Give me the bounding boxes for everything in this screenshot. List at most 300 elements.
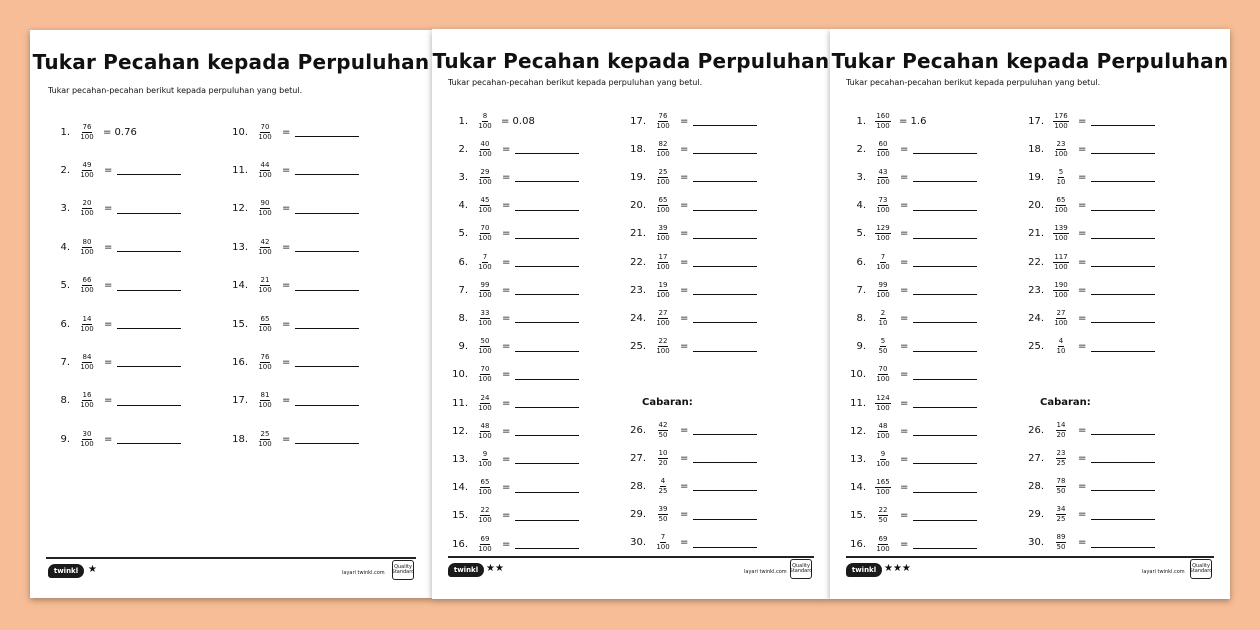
fraction-numerator: 70 [878,365,888,374]
equals-sign: = [900,482,909,494]
question-item [624,503,757,527]
fraction [474,309,496,328]
fraction [254,161,276,180]
footer-divider [846,556,1214,558]
answer-blank[interactable] [913,257,977,267]
fraction-numerator: 65 [658,196,668,205]
answer-blank[interactable] [515,370,579,380]
quality-badge-icon: Quality Standard [392,560,414,580]
answer-blank[interactable] [295,357,359,367]
fraction-denominator: 100 [876,459,890,468]
answer-blank[interactable] [693,425,757,435]
question-number: 11. [452,397,468,409]
question-number: 23. [630,284,646,296]
answer-blank[interactable] [515,511,579,521]
answer-blank[interactable] [117,281,181,291]
question-item [844,278,977,302]
answer-blank[interactable] [693,257,757,267]
answer-blank[interactable] [693,453,757,463]
fraction [652,168,674,187]
fraction [652,337,674,356]
answer-blank[interactable] [693,144,757,154]
answer-blank[interactable] [295,127,359,137]
fraction-denominator: 100 [656,543,670,552]
fraction-numerator: 139 [1054,224,1068,233]
answer-blank[interactable] [913,144,977,154]
fraction-numerator: 25 [260,429,270,438]
answer-blank[interactable] [693,538,757,548]
fraction [652,449,674,468]
fraction-denominator: 100 [258,324,272,333]
fraction-denominator: 10 [1056,177,1066,186]
answer-blank[interactable] [1091,285,1155,295]
fraction-denominator: 100 [478,149,492,158]
answer-blank[interactable] [515,426,579,436]
website-text: layari twinkl.com [1142,569,1185,575]
footer-divider [46,557,416,559]
fraction-numerator: 16 [82,391,92,400]
question-number: 21. [630,228,646,240]
fraction-numerator: 90 [260,199,270,208]
answer-blank[interactable] [515,285,579,295]
equals-sign: = [900,453,909,465]
fraction-denominator: 100 [1054,121,1068,130]
question-item [226,389,359,413]
question-number: 5. [60,280,70,292]
answer-blank[interactable] [693,172,757,182]
answer-blank[interactable] [913,201,977,211]
equals-sign: = [104,280,113,292]
fraction-numerator: 4 [660,476,666,485]
equals-sign: = [502,510,511,522]
question-item [844,109,926,133]
fraction-numerator: 73 [878,196,888,205]
equals-sign: = [502,482,511,494]
fraction-denominator: 100 [80,324,94,333]
fraction-numerator: 50 [480,337,490,346]
answer-blank[interactable] [1091,313,1155,323]
answer-blank[interactable] [913,342,977,352]
fraction [1050,337,1072,356]
fraction [652,505,674,524]
question-item [226,235,359,259]
fraction-numerator: 78 [1056,476,1066,485]
question-item [48,197,181,221]
difficulty-stars: ★ [88,564,97,575]
question-number: 10. [452,369,468,381]
answer-blank[interactable] [117,204,181,214]
question-item [624,418,757,442]
question-item [446,250,579,274]
question-item [1022,194,1155,218]
question-item [844,250,977,274]
question-number: 19. [1028,171,1044,183]
question-number: 29. [630,509,646,521]
answer-blank[interactable] [913,483,977,493]
twinkl-logo: twinkl [448,563,484,577]
question-item [226,197,359,221]
answer-blank[interactable] [913,511,977,521]
question-number: 9. [856,341,866,353]
answer-blank[interactable] [913,426,977,436]
fraction [872,112,894,131]
fraction-denominator: 100 [876,149,890,158]
fraction-denominator: 100 [478,347,492,356]
fraction-numerator: 2 [880,308,886,317]
question-number: 16. [452,538,468,550]
fraction-denominator: 100 [656,206,670,215]
fraction [872,506,894,525]
answer-blank[interactable] [515,342,579,352]
answer-blank[interactable] [515,201,579,211]
question-item [1022,474,1155,498]
answer-blank[interactable] [913,454,977,464]
question-number: 20. [630,200,646,212]
question-number: 5. [856,228,866,240]
question-number: 15. [232,318,248,330]
question-item [1022,250,1155,274]
answer-blank[interactable] [295,396,359,406]
answer-blank[interactable] [1091,201,1155,211]
fraction-numerator: 19 [658,280,668,289]
equals-sign: = [282,395,291,407]
fraction-numerator: 5 [880,337,886,346]
worksheet-3 [830,29,1230,599]
fraction-denominator: 100 [478,318,492,327]
answer-blank[interactable] [295,319,359,329]
equals-sign: = [502,284,511,296]
fraction-denominator: 100 [478,431,492,440]
equals-sign: = [502,200,511,212]
answer-blank[interactable] [913,370,977,380]
equals-sign: = [282,318,291,330]
answer-blank[interactable] [693,285,757,295]
question-item [624,446,757,470]
question-item [48,120,137,144]
answer-blank[interactable] [693,116,757,126]
instruction-text: Tukar pecahan-pecahan berikut kepada perpuluhan yang betul. [448,78,703,87]
question-number: 4. [458,200,468,212]
fraction-numerator: 30 [82,429,92,438]
answer-blank[interactable] [1091,229,1155,239]
question-item [446,476,579,500]
equals-sign: = [282,356,291,368]
equals-sign: = [900,228,909,240]
answer-blank[interactable] [913,398,977,408]
fraction-numerator: 8 [482,111,488,120]
question-number: 1. [856,115,866,127]
fraction-denominator: 100 [876,121,890,130]
answer-blank[interactable] [1091,342,1155,352]
answer-blank[interactable] [515,483,579,493]
fraction [76,276,98,295]
answer-blank[interactable] [913,172,977,182]
question-number: 5. [458,228,468,240]
question-item [446,419,579,443]
fraction-denominator: 100 [258,439,272,448]
question-number: 2. [856,143,866,155]
answer-blank[interactable] [1091,425,1155,435]
equals-sign: = [900,425,909,437]
answer-blank[interactable] [693,342,757,352]
fraction [474,422,496,441]
question-item [624,222,757,246]
fraction [1050,253,1072,272]
equals-sign: = [1078,537,1087,549]
equals-sign: = [900,538,909,550]
question-number: 6. [856,256,866,268]
fraction-denominator: 100 [478,290,492,299]
fraction [76,315,98,334]
answer-blank[interactable] [693,313,757,323]
fraction-denominator: 10 [878,318,888,327]
answer-blank[interactable] [913,313,977,323]
question-item [624,194,757,218]
equals-sign: = [502,369,511,381]
answer-blank[interactable] [515,454,579,464]
answer-blank[interactable] [693,201,757,211]
equals-sign: = [502,256,511,268]
equals-sign: = [900,312,909,324]
equals-sign: = [1078,171,1087,183]
question-item [1022,446,1155,470]
equals-sign: = [680,452,689,464]
answer-blank[interactable] [117,165,181,175]
fraction-denominator: 100 [478,206,492,215]
question-item [844,476,977,500]
fraction [652,421,674,440]
question-number: 26. [1028,424,1044,436]
fraction-numerator: 66 [82,276,92,285]
question-number: 30. [630,537,646,549]
fraction-numerator: 29 [480,167,490,176]
question-item [446,194,579,218]
answer-blank[interactable] [515,257,579,267]
page-title: Tukar Pecahan kepada Perpuluhan [32,50,430,74]
equals-sign: = [900,341,909,353]
answer-blank[interactable] [1091,538,1155,548]
equals-sign: = [1078,341,1087,353]
answer-blank[interactable] [1091,144,1155,154]
equals-sign: = [680,424,689,436]
fraction-denominator: 100 [478,262,492,271]
question-number: 2. [60,164,70,176]
answer-blank[interactable] [295,434,359,444]
fraction [1050,112,1072,131]
answer-blank[interactable] [515,229,579,239]
question-number: 14. [850,482,866,494]
question-item [624,250,757,274]
answer-blank[interactable] [1091,116,1155,126]
fraction-numerator: 76 [658,111,668,120]
question-number: 6. [458,256,468,268]
fraction-denominator: 50 [878,516,888,525]
equals-sign: = [900,284,909,296]
equals-sign: = [680,509,689,521]
fraction-numerator: 65 [260,314,270,323]
answer-blank[interactable] [295,281,359,291]
fraction [1050,477,1072,496]
fraction [76,199,98,218]
question-number: 9. [458,341,468,353]
answer-blank[interactable] [913,539,977,549]
question-number: 4. [60,241,70,253]
question-number: 29. [1028,509,1044,521]
fraction-denominator: 100 [876,431,890,440]
fraction-denominator: 100 [876,403,890,412]
fraction-denominator: 25 [1056,458,1066,467]
answer-blank[interactable] [1091,510,1155,520]
question-item [1022,503,1155,527]
twinkl-logo: twinkl [846,563,882,577]
fraction-denominator: 100 [478,375,492,384]
fraction-numerator: 20 [82,199,92,208]
question-number: 18. [232,433,248,445]
twinkl-logo: twinkl [48,564,84,578]
fraction [474,506,496,525]
answer-blank[interactable] [693,510,757,520]
fraction-denominator: 50 [658,430,668,439]
question-item [48,350,181,374]
fraction-numerator: 176 [1054,111,1068,120]
answer-blank[interactable] [515,313,579,323]
fraction-numerator: 39 [658,224,668,233]
fraction-denominator: 100 [258,170,272,179]
answer-blank[interactable] [515,172,579,182]
answer-blank[interactable] [515,398,579,408]
fraction-denominator: 100 [258,401,272,410]
fraction-denominator: 100 [656,234,670,243]
fraction-numerator: 43 [878,167,888,176]
fraction [474,196,496,215]
fraction-numerator: 9 [482,449,488,458]
equals-sign: = [502,228,511,240]
question-number: 11. [850,397,866,409]
question-item [1022,306,1155,330]
question-item [844,363,977,387]
fraction-numerator: 10 [658,448,668,457]
equals-sign: = [1078,424,1087,436]
fraction-numerator: 42 [260,237,270,246]
fraction-numerator: 21 [260,276,270,285]
question-number: 8. [856,312,866,324]
fraction-denominator: 100 [1054,206,1068,215]
answer-blank[interactable] [913,285,977,295]
question-number: 23. [1028,284,1044,296]
answer-blank[interactable] [693,481,757,491]
website-text: layari twinkl.com [744,569,787,575]
answer-blank[interactable] [515,144,579,154]
equals-sign: = [680,480,689,492]
answer-blank[interactable] [1091,453,1155,463]
answer-blank[interactable] [117,357,181,367]
fraction-denominator: 50 [878,347,888,356]
fraction-numerator: 70 [480,365,490,374]
fraction [652,281,674,300]
question-number: 7. [458,284,468,296]
answer-blank[interactable] [117,396,181,406]
answer-blank[interactable] [1091,481,1155,491]
answer-blank[interactable] [913,229,977,239]
fraction-denominator: 100 [258,286,272,295]
fraction-denominator: 100 [478,234,492,243]
answer-blank[interactable] [295,204,359,214]
worksheet-2 [432,29,830,599]
fraction-numerator: 7 [660,533,666,542]
fraction-denominator: 50 [1056,543,1066,552]
fraction [652,253,674,272]
fraction [76,430,98,449]
question-item [844,419,977,443]
fraction [872,422,894,441]
question-number: 4. [856,200,866,212]
fraction-denominator: 100 [876,206,890,215]
question-item [1022,418,1155,442]
example-answer: = 0.76 [103,126,137,138]
fraction [474,450,496,469]
answer-blank[interactable] [295,165,359,175]
answer-blank[interactable] [515,539,579,549]
equals-sign: = [1078,284,1087,296]
question-number: 27. [1028,452,1044,464]
fraction-denominator: 100 [478,459,492,468]
question-item [446,306,579,330]
fraction-numerator: 190 [1054,280,1068,289]
fraction-denominator: 20 [658,458,668,467]
fraction [474,535,496,554]
question-item [624,109,757,133]
example-answer: = 1.6 [899,115,927,127]
fraction-denominator: 100 [876,488,890,497]
fraction-denominator: 100 [478,403,492,412]
equals-sign: = [104,433,113,445]
answer-blank[interactable] [117,242,181,252]
question-number: 22. [630,256,646,268]
question-item [624,474,757,498]
fraction-denominator: 100 [876,544,890,553]
answer-blank[interactable] [693,229,757,239]
fraction-numerator: 80 [82,237,92,246]
fraction-denominator: 100 [80,170,94,179]
fraction [652,533,674,552]
fraction-numerator: 60 [878,139,888,148]
question-item [844,137,977,161]
equals-sign: = [104,395,113,407]
equals-sign: = [104,164,113,176]
fraction [872,394,894,413]
question-item [1022,109,1155,133]
answer-blank[interactable] [117,434,181,444]
question-item [48,389,181,413]
fraction-numerator: 81 [260,391,270,400]
fraction-denominator: 100 [478,544,492,553]
answer-blank[interactable] [1091,257,1155,267]
question-number: 12. [452,425,468,437]
fraction [474,224,496,243]
question-item [624,137,757,161]
question-item [226,312,359,336]
equals-sign: = [680,143,689,155]
question-item [844,165,977,189]
answer-blank[interactable] [295,242,359,252]
question-number: 30. [1028,537,1044,549]
answer-blank[interactable] [117,319,181,329]
fraction [76,238,98,257]
fraction [76,123,98,142]
fraction-denominator: 100 [656,318,670,327]
answer-blank[interactable] [1091,172,1155,182]
fraction-numerator: 129 [876,224,890,233]
